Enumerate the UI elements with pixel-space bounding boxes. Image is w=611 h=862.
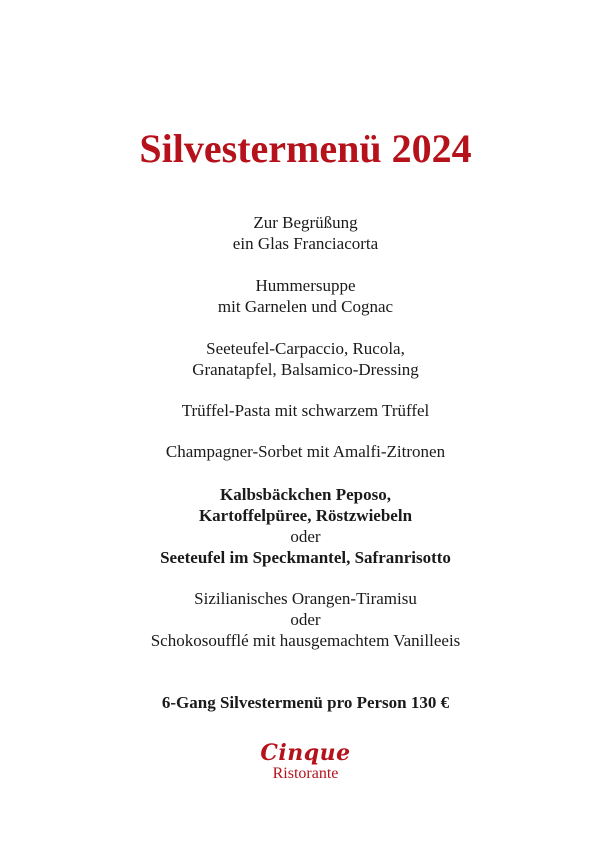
course-pasta (0, 400, 611, 421)
course-line: Seeteufel-Carpaccio, Rucola, (206, 339, 405, 358)
course-line: Zur Begrüßung (253, 213, 358, 232)
course-dessert (0, 588, 611, 651)
course-sorbet (0, 441, 611, 462)
course-line: Hummersuppe (255, 276, 356, 295)
course-line: Kartoffelpüree, Röstzwiebeln (198, 506, 413, 525)
course-soup (0, 275, 611, 317)
course-main (0, 484, 611, 568)
logo-subtitle: Ristorante (272, 765, 339, 782)
course-line: Sizilianisches Orangen-Tiramisu (194, 589, 417, 608)
logo-name: Cinque (260, 740, 351, 766)
menu-title: Silvestermenü 2024 (139, 126, 472, 171)
restaurant-logo (0, 741, 611, 783)
course-carpaccio (0, 338, 611, 380)
course-line: mit Garnelen und Cognac (217, 297, 394, 316)
course-line: ein Glas Franciacorta (232, 234, 379, 253)
course-line: Champagner-Sorbet mit Amalfi-Zitronen (165, 442, 446, 461)
course-line: Seeteufel im Speckmantel, Safranrisotto (160, 548, 451, 567)
course-line: Granatapfel, Balsamico-Dressing (192, 360, 419, 379)
course-line-or: oder (290, 610, 321, 629)
course-welcome (0, 212, 611, 254)
course-line: Kalbsbäckchen Peposo, (220, 485, 391, 504)
course-line: Trüffel-Pasta mit schwarzem Trüffel (181, 401, 430, 420)
course-line: Schokosoufflé mit hausgemachtem Vanilleeis (150, 631, 461, 650)
course-line-or: oder (290, 527, 321, 546)
menu-price: 6-Gang Silvestermenü pro Person 130 € (161, 693, 450, 712)
